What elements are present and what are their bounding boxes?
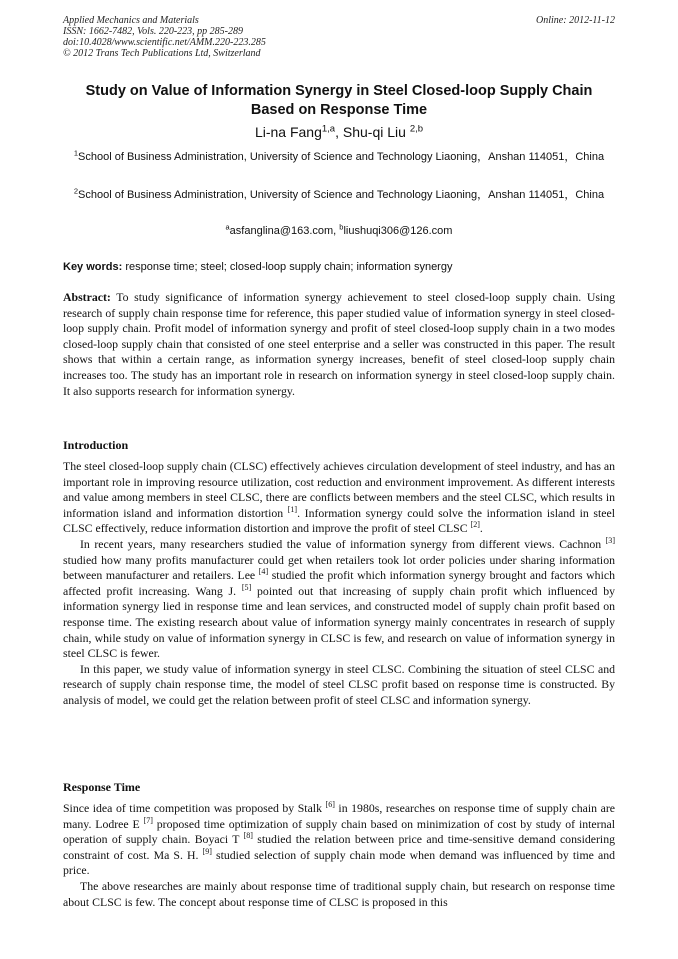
email-line	[63, 224, 615, 239]
author-sup: 2,b	[409, 123, 424, 135]
citation: [8]	[243, 831, 253, 841]
paragraph-text: in 1980s, researches on response time of supply chain are many. Lodree E	[63, 801, 616, 831]
keywords-label: Key words:	[63, 261, 123, 273]
citation: [2]	[470, 520, 480, 530]
email-sup: a	[225, 222, 230, 232]
keywords-text: response time; steel; closed-loop supply chain; information synergy	[122, 261, 453, 273]
citation: [1]	[287, 504, 298, 514]
email-sup: b	[339, 222, 344, 232]
journal-name: Applied Mechanics and Materials	[63, 15, 199, 26]
paragraph-text: studied the relation between price and time-sensitive demand considering constraint of cost. Ma S. H.	[63, 832, 615, 862]
paragraph-text: studied the profit which information synergy brought and factors which affected profit increasing. Wang J.	[63, 568, 615, 598]
paragraph	[63, 537, 615, 662]
section-heading-response-time: Response Time	[63, 780, 141, 794]
affiliation-sup: 2	[73, 186, 79, 196]
section-heading-introduction: Introduction	[63, 438, 129, 452]
citation: [5]	[241, 582, 252, 592]
author-name: Shu-qi Liu	[342, 124, 410, 140]
paragraph-text: .	[479, 521, 483, 536]
paragraph-text: pointed out that increasing of supply chain profit which influenced by information synergy lied in response time and lean services, and constructed model of supply chain profit based on response time. The existing research about value of information synergy mainly concentrates in research of supply chain, while study on value of information synergy in CLSC is few, and research on value of information synergy in steel CLSC is fewer.	[63, 583, 615, 661]
citation: [9]	[202, 846, 212, 856]
paragraph-text: The steel closed-loop supply chain (CLSC) effectively achieves circulation development of steel industry, and has an important role in improving resource utilization, cost reduction and environment improvement. As different interests and value among members in steel CLSC, there are conflicts between members and the steel CLSC, which results in information island and information distortion	[63, 459, 615, 520]
author-separator: ,	[335, 124, 343, 140]
paragraph	[63, 801, 615, 879]
affiliation-sup: 1	[73, 148, 79, 158]
affiliation-text: School of Business Administration, University of Science and Technology Liaoning，Anshan 114051，China	[78, 189, 605, 201]
affiliation-2	[63, 188, 615, 204]
author-name: Li-na Fang	[254, 124, 322, 140]
affiliation-text: School of Business Administration, University of Science and Technology Liaoning，Anshan 114051，China	[78, 151, 605, 163]
email-link: liushuqi306@126.com	[343, 225, 453, 237]
paragraph: The above researches are mainly about response time of traditional supply chain, but research on response time about CLSC is few. The concept about response time of CLSC is proposed in this	[63, 878, 615, 909]
paragraph-text: studied selection of supply chain mode when demand was influenced by time and price.	[63, 847, 615, 878]
author-line	[63, 123, 615, 141]
paragraph-text: In recent years, many researchers studied the value of information synergy from different views. Cachnon	[80, 536, 606, 551]
journal-doi: doi:10.4028/www.scientific.net/AMM.220-223.285	[63, 37, 266, 48]
citation: [7]	[143, 815, 153, 825]
abstract	[63, 290, 615, 399]
paragraph: In this paper, we study value of information synergy in steel CLSC. Combining the situation of steel CLSC and research of supply chain response time, the model of steel CLSC profit based on response time is constructed. By analysis of model, we could get the relation between profit of steel CLSC and information synergy.	[63, 661, 615, 707]
paper-title: Study on Value of Information Synergy in Steel Closed-loop Supply Chain Based on Response Time	[85, 83, 593, 118]
citation: [6]	[325, 800, 335, 810]
citation: [4]	[258, 567, 269, 577]
keywords	[63, 260, 615, 275]
response-time-body	[63, 801, 615, 910]
paragraph	[63, 459, 615, 537]
introduction-body	[63, 459, 615, 709]
paragraph-text: studied how many profits manufacturer could get when retailers took lot order policies under sharing information between manufacturer and retailers. Lee	[63, 552, 615, 583]
author-sup: 1,a	[321, 123, 336, 135]
email-link: asfanglina@163.com,	[229, 225, 340, 237]
online-date: Online: 2012-11-12	[536, 15, 615, 26]
paragraph-text: Since idea of time competition was proposed by Stalk	[63, 801, 326, 815]
paragraph-text: proposed time optimization of supply chain based on minimization of cost by study of internal operation of supply chain. Boyaci T	[63, 816, 615, 847]
journal-copyright: © 2012 Trans Tech Publications Ltd, Switzerland	[63, 48, 261, 59]
abstract-label: Abstract:	[63, 290, 111, 304]
journal-issn: ISSN: 1662-7482, Vols. 220-223, pp 285-289	[63, 26, 243, 37]
citation: [3]	[605, 536, 615, 546]
journal-header	[63, 15, 615, 59]
affiliation-1	[63, 150, 615, 166]
abstract-text: To study significance of information synergy achievement to steel closed-loop supply chain. Using research of supply chain response time for reference, this paper studied value of information synergy in steel closed-loop supply chain. Profit model of information synergy and profit of steel closed-loop supply chain in a two modes closed-loop supply chain that consisted of one steel enterprise and a seller was constructed in this paper. The result shows that within a certain range, as information synergy increases, benefit of steel closed-loop supply chain increases too. The study has an important role in research on information synergy in steel closed-loop supply chain. It also supports research for information synergy.	[63, 290, 615, 398]
paragraph-text: . Information synergy could solve the information island in steel CLSC effectively, reduce information distortion and improve the profit of steel CLSC	[63, 505, 615, 536]
